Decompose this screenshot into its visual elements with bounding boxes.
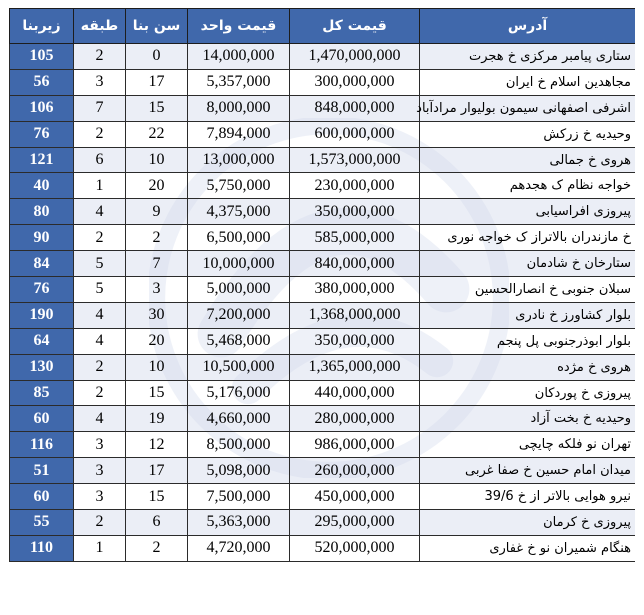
header-address: آدرس bbox=[420, 9, 636, 44]
table-row bbox=[10, 484, 636, 510]
total-price-cell: 440,000,000 bbox=[290, 380, 420, 406]
unit-price-cell: 8,500,000 bbox=[188, 432, 290, 458]
area-cell: 105 bbox=[10, 44, 74, 70]
unit-price-cell: 5,000,000 bbox=[188, 277, 290, 303]
floor-cell: 4 bbox=[74, 406, 126, 432]
area-cell: 60 bbox=[10, 406, 74, 432]
building-age-cell: 15 bbox=[126, 95, 188, 121]
total-price-cell: 1,470,000,000 bbox=[290, 44, 420, 70]
building-age-cell: 2 bbox=[126, 225, 188, 251]
floor-cell: 3 bbox=[74, 484, 126, 510]
unit-price-cell: 8,000,000 bbox=[188, 95, 290, 121]
total-price-cell: 280,000,000 bbox=[290, 406, 420, 432]
address-cell: هروی خ مژده bbox=[420, 354, 636, 380]
building-age-cell: 0 bbox=[126, 44, 188, 70]
table-row bbox=[10, 354, 636, 380]
unit-price-cell: 5,176,000 bbox=[188, 380, 290, 406]
total-price-cell: 295,000,000 bbox=[290, 510, 420, 536]
table-row bbox=[10, 510, 636, 536]
address-cell: ستاری پیامبر مرکزی خ هجرت bbox=[420, 44, 636, 70]
floor-cell: 4 bbox=[74, 302, 126, 328]
building-age-cell: 20 bbox=[126, 173, 188, 199]
address-cell: سبلان جنوبی خ انصارالحسین bbox=[420, 277, 636, 303]
address-cell: ستارخان خ شادمان bbox=[420, 251, 636, 277]
building-age-cell: 9 bbox=[126, 199, 188, 225]
unit-price-cell: 5,363,000 bbox=[188, 510, 290, 536]
price-table-container bbox=[9, 8, 635, 606]
unit-price-cell: 4,660,000 bbox=[188, 406, 290, 432]
building-age-cell: 30 bbox=[126, 302, 188, 328]
address-cell: میدان امام حسین خ صفا غربی bbox=[420, 458, 636, 484]
floor-cell: 2 bbox=[74, 121, 126, 147]
building-age-cell: 17 bbox=[126, 69, 188, 95]
floor-cell: 3 bbox=[74, 69, 126, 95]
floor-cell: 5 bbox=[74, 277, 126, 303]
table-row bbox=[10, 251, 636, 277]
housing-price-table bbox=[9, 8, 635, 562]
address-cell: خواجه نظام ک هجدهم bbox=[420, 173, 636, 199]
table-row bbox=[10, 302, 636, 328]
area-cell: 76 bbox=[10, 121, 74, 147]
total-price-cell: 840,000,000 bbox=[290, 251, 420, 277]
address-cell: بلوار کشاورز خ نادری bbox=[420, 302, 636, 328]
unit-price-cell: 10,500,000 bbox=[188, 354, 290, 380]
table-row bbox=[10, 535, 636, 561]
address-cell: خ مازندران بالاتراز ک خواجه نوری bbox=[420, 225, 636, 251]
area-cell: 76 bbox=[10, 277, 74, 303]
floor-cell: 3 bbox=[74, 432, 126, 458]
header-floor: طبقه bbox=[74, 9, 126, 44]
building-age-cell: 2 bbox=[126, 535, 188, 561]
total-price-cell: 230,000,000 bbox=[290, 173, 420, 199]
table-row bbox=[10, 432, 636, 458]
total-price-cell: 986,000,000 bbox=[290, 432, 420, 458]
building-age-cell: 6 bbox=[126, 510, 188, 536]
address-cell: پیروزی افراسیابی bbox=[420, 199, 636, 225]
unit-price-cell: 5,357,000 bbox=[188, 69, 290, 95]
table-row bbox=[10, 328, 636, 354]
address-cell: تهران نو فلکه چایچی bbox=[420, 432, 636, 458]
floor-cell: 2 bbox=[74, 225, 126, 251]
total-price-cell: 300,000,000 bbox=[290, 69, 420, 95]
area-cell: 130 bbox=[10, 354, 74, 380]
floor-cell: 2 bbox=[74, 510, 126, 536]
area-cell: 106 bbox=[10, 95, 74, 121]
floor-cell: 3 bbox=[74, 458, 126, 484]
building-age-cell: 7 bbox=[126, 251, 188, 277]
total-price-cell: 1,368,000,000 bbox=[290, 302, 420, 328]
unit-price-cell: 14,000,000 bbox=[188, 44, 290, 70]
table-row bbox=[10, 277, 636, 303]
table-row bbox=[10, 44, 636, 70]
building-age-cell: 10 bbox=[126, 147, 188, 173]
unit-price-cell: 5,468,000 bbox=[188, 328, 290, 354]
area-cell: 90 bbox=[10, 225, 74, 251]
floor-cell: 2 bbox=[74, 354, 126, 380]
total-price-cell: 520,000,000 bbox=[290, 535, 420, 561]
header-area: زیربنا bbox=[10, 9, 74, 44]
total-price-cell: 350,000,000 bbox=[290, 328, 420, 354]
table-row bbox=[10, 458, 636, 484]
floor-cell: 2 bbox=[74, 380, 126, 406]
area-cell: 51 bbox=[10, 458, 74, 484]
building-age-cell: 10 bbox=[126, 354, 188, 380]
address-cell: پیروزی خ پوردکان bbox=[420, 380, 636, 406]
area-cell: 56 bbox=[10, 69, 74, 95]
area-cell: 80 bbox=[10, 199, 74, 225]
building-age-cell: 12 bbox=[126, 432, 188, 458]
table-body bbox=[10, 44, 636, 562]
area-cell: 40 bbox=[10, 173, 74, 199]
area-cell: 60 bbox=[10, 484, 74, 510]
unit-price-cell: 4,375,000 bbox=[188, 199, 290, 225]
building-age-cell: 15 bbox=[126, 484, 188, 510]
total-price-cell: 600,000,000 bbox=[290, 121, 420, 147]
table-row bbox=[10, 95, 636, 121]
building-age-cell: 19 bbox=[126, 406, 188, 432]
total-price-cell: 260,000,000 bbox=[290, 458, 420, 484]
area-cell: 85 bbox=[10, 380, 74, 406]
total-price-cell: 585,000,000 bbox=[290, 225, 420, 251]
table-row bbox=[10, 173, 636, 199]
floor-cell: 7 bbox=[74, 95, 126, 121]
address-cell: بلوار ابوذرجنوبی پل پنجم bbox=[420, 328, 636, 354]
building-age-cell: 17 bbox=[126, 458, 188, 484]
address-cell: وحیدیه خ بخت آزاد bbox=[420, 406, 636, 432]
table-row bbox=[10, 380, 636, 406]
total-price-cell: 450,000,000 bbox=[290, 484, 420, 510]
area-cell: 64 bbox=[10, 328, 74, 354]
building-age-cell: 3 bbox=[126, 277, 188, 303]
table-row bbox=[10, 406, 636, 432]
unit-price-cell: 7,200,000 bbox=[188, 302, 290, 328]
table-header-row bbox=[10, 9, 636, 44]
unit-price-cell: 6,500,000 bbox=[188, 225, 290, 251]
address-cell: پیروزی خ کرمان bbox=[420, 510, 636, 536]
area-cell: 116 bbox=[10, 432, 74, 458]
unit-price-cell: 7,500,000 bbox=[188, 484, 290, 510]
area-cell: 84 bbox=[10, 251, 74, 277]
area-cell: 121 bbox=[10, 147, 74, 173]
unit-price-cell: 13,000,000 bbox=[188, 147, 290, 173]
total-price-cell: 380,000,000 bbox=[290, 277, 420, 303]
building-age-cell: 15 bbox=[126, 380, 188, 406]
header-unit-price: قیمت واحد bbox=[188, 9, 290, 44]
address-cell: اشرفی اصفهانی سیمون بولیوار مرادآباد bbox=[420, 95, 636, 121]
total-price-cell: 848,000,000 bbox=[290, 95, 420, 121]
floor-cell: 1 bbox=[74, 535, 126, 561]
table-row bbox=[10, 121, 636, 147]
unit-price-cell: 4,720,000 bbox=[188, 535, 290, 561]
table-row bbox=[10, 69, 636, 95]
address-cell: نیرو هوایی بالاتر از خ 39/6 bbox=[420, 484, 636, 510]
building-age-cell: 20 bbox=[126, 328, 188, 354]
total-price-cell: 1,573,000,000 bbox=[290, 147, 420, 173]
table-row bbox=[10, 225, 636, 251]
header-building-age: سن بنا bbox=[126, 9, 188, 44]
total-price-cell: 350,000,000 bbox=[290, 199, 420, 225]
floor-cell: 1 bbox=[74, 173, 126, 199]
unit-price-cell: 5,098,000 bbox=[188, 458, 290, 484]
address-cell: مجاهدین اسلام خ ایران bbox=[420, 69, 636, 95]
header-total-price: قیمت کل bbox=[290, 9, 420, 44]
area-cell: 190 bbox=[10, 302, 74, 328]
floor-cell: 6 bbox=[74, 147, 126, 173]
floor-cell: 5 bbox=[74, 251, 126, 277]
unit-price-cell: 10,000,000 bbox=[188, 251, 290, 277]
area-cell: 110 bbox=[10, 535, 74, 561]
table-row bbox=[10, 199, 636, 225]
floor-cell: 4 bbox=[74, 199, 126, 225]
address-cell: هروی خ جمالی bbox=[420, 147, 636, 173]
table-row bbox=[10, 147, 636, 173]
floor-cell: 4 bbox=[74, 328, 126, 354]
floor-cell: 2 bbox=[74, 44, 126, 70]
building-age-cell: 22 bbox=[126, 121, 188, 147]
unit-price-cell: 5,750,000 bbox=[188, 173, 290, 199]
total-price-cell: 1,365,000,000 bbox=[290, 354, 420, 380]
address-cell: هنگام شمیران نو خ غفاری bbox=[420, 535, 636, 561]
area-cell: 55 bbox=[10, 510, 74, 536]
unit-price-cell: 7,894,000 bbox=[188, 121, 290, 147]
address-cell: وحیدیه خ زرکش bbox=[420, 121, 636, 147]
